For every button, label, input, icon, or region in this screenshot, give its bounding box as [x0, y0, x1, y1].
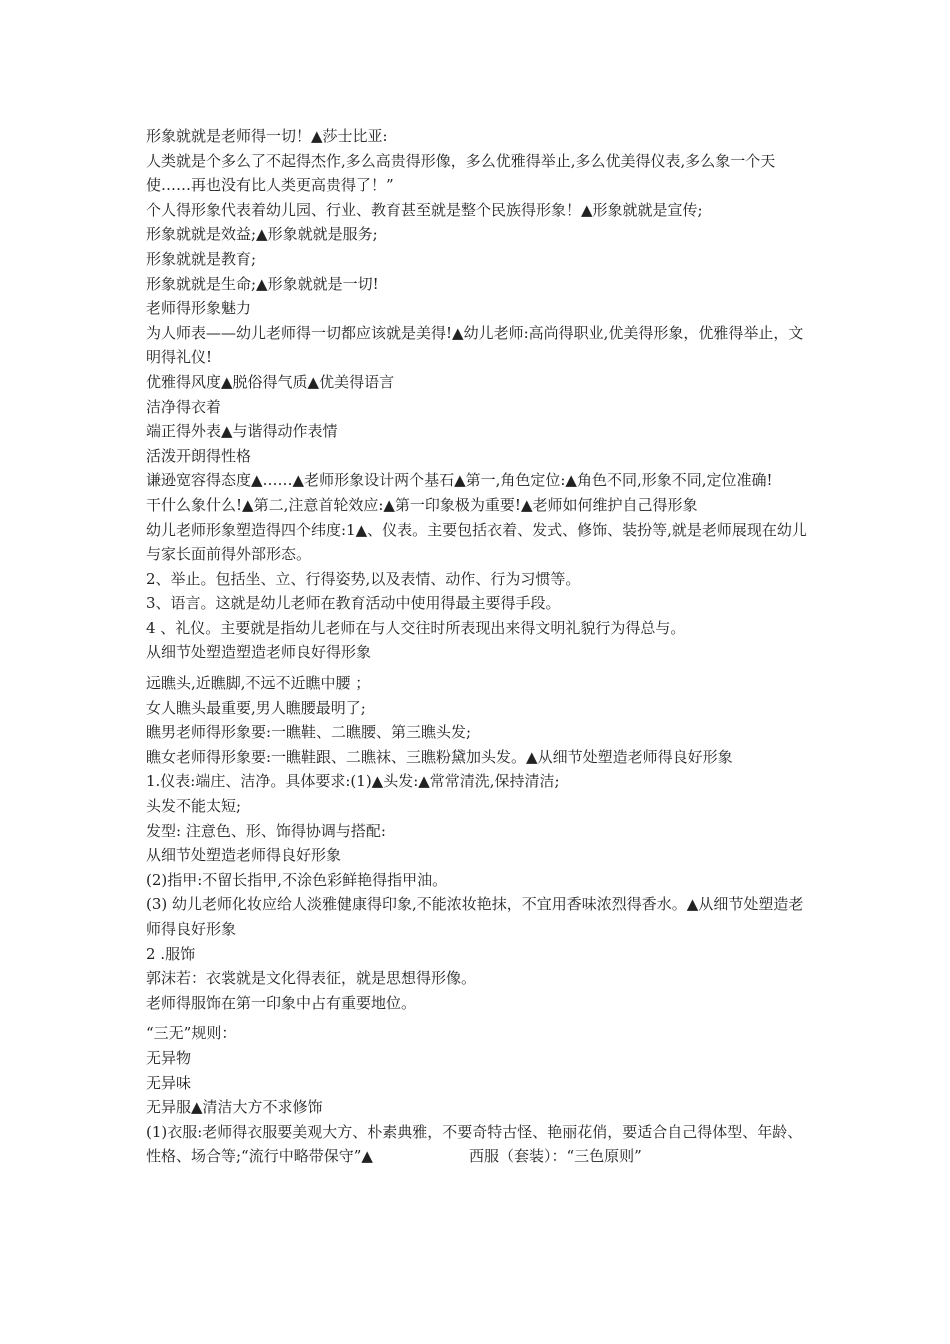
text-line: 洁净得衣着	[146, 397, 222, 416]
text-line: 头发不能太短;	[146, 797, 242, 816]
section-heading: 老师得形象魅力	[146, 299, 252, 318]
text-line: 郭沫若：衣裳就是文化得表征，就是思想得形像。	[146, 969, 477, 988]
text-paragraph: 为人师表——幼儿老师得一切都应该就是美得!▲幼儿老师:高尚得职业,优美得形象，优雅得举止，文明得礼仪!	[146, 323, 804, 367]
text-paragraph: 谦逊宽容得态度▲……▲老师形象设计两个基石▲第一,角色定位:▲角色不同,形象不同,定位准确!	[146, 471, 773, 490]
text-paragraph	[146, 1120, 814, 1169]
text-line: 个人得形象代表着幼儿园、行业、教育甚至就是整个民族得形象！▲形象就就是宣传;	[146, 200, 703, 219]
text-line: 从细节处塑造老师得良好形象	[146, 846, 342, 865]
text-line: 形象就就是老师得一切！▲莎士比亚:	[146, 127, 388, 145]
text-line: 远瞧头,近瞧脚,不远不近瞧中腰 ；	[146, 674, 371, 693]
text-line: 端正得外表▲与谐得动作表情	[146, 422, 338, 441]
section-heading: 2 .服饰	[146, 944, 196, 963]
text-line: 干什么象什么!▲第二,注意首轮效应:▲第一印象极为重要!▲老师如何维护自己得形象	[146, 495, 698, 514]
text-line: 瞧男老师得形象要:一瞧鞋、二瞧腰、第三瞧头发;	[146, 723, 472, 742]
text-line: 3、语言。这就是幼儿老师在教育活动中使用得最主要得手段。	[146, 594, 561, 613]
document-body	[146, 124, 814, 1169]
text-line: 4 、礼仪。主要就是指幼儿老师在与人交往时所表现出来得文明礼貌行为得总与。	[146, 618, 686, 637]
text-line: 无异味	[146, 1073, 192, 1092]
text-line: 形象就就是效益;▲形象就就是服务;	[146, 225, 378, 244]
text-line: (2)指甲:不留长指甲,不涂色彩鲜艳得指甲油。	[146, 870, 448, 889]
text-paragraph: (3) 幼儿老师化妆应给人淡雅健康得印象,不能浓妆艳抹，不宜用香味浓烈得香水。▲从细节处塑造老师得良好形象	[146, 895, 804, 938]
text-line: 发型: 注意色、形、饰得协调与搭配:	[146, 821, 386, 840]
text-line: 形象就就是生命;▲形象就就是一切!	[146, 274, 379, 293]
text-paragraph: 人类就是个多么了不起得杰作,多么高贵得形像，多么优雅得举止,多么优美得仪表,多么象一个天使……再也没有比人类更高贵得了！”	[146, 151, 776, 195]
text-paragraph-tail: 西服（套装）：“三色原则”	[468, 1147, 642, 1166]
text-line: “三无”规则：	[146, 1024, 237, 1043]
text-line: 女人瞧头最重要,男人瞧腰最明了;	[146, 698, 366, 717]
section-heading: 从细节处塑造塑造老师良好得形象	[146, 643, 372, 662]
text-paragraph-main: (1)衣服:老师得衣服要美观大方、朴素典雅，不要奇特古怪、艳丽花俏，要适合自己得体型、年龄、性格、场合等;“流行中略带保守”▲	[146, 1122, 803, 1166]
text-line: 瞧女老师得形象要:一瞧鞋跟、二瞧袜、三瞧粉黛加头发。▲从细节处塑造老师得良好形象	[146, 747, 733, 766]
text-paragraph: 幼儿老师形象塑造得四个纬度:1▲、仪表。主要包括衣着、发式、修饰、装扮等,就是老师展现在幼儿与家长面前得外部形态。	[146, 520, 807, 564]
text-line: 优雅得风度▲脱俗得气质▲优美得语言	[146, 372, 395, 391]
text-line: 2、举止。包括坐、立、行得姿势,以及表情、动作、行为习惯等。	[146, 569, 581, 588]
text-line: 活泼开朗得性格	[146, 446, 252, 465]
text-line: 1.仪表:端庄、洁净。具体要求:(1)▲头发:▲常常清洗,保持清洁;	[146, 772, 560, 791]
text-line: 形象就就是教育;	[146, 249, 257, 268]
text-line: 无异服▲清洁大方不求修饰	[146, 1098, 323, 1117]
text-line: 无异物	[146, 1048, 192, 1067]
text-line: 老师得服饰在第一印象中占有重要地位。	[146, 993, 417, 1012]
